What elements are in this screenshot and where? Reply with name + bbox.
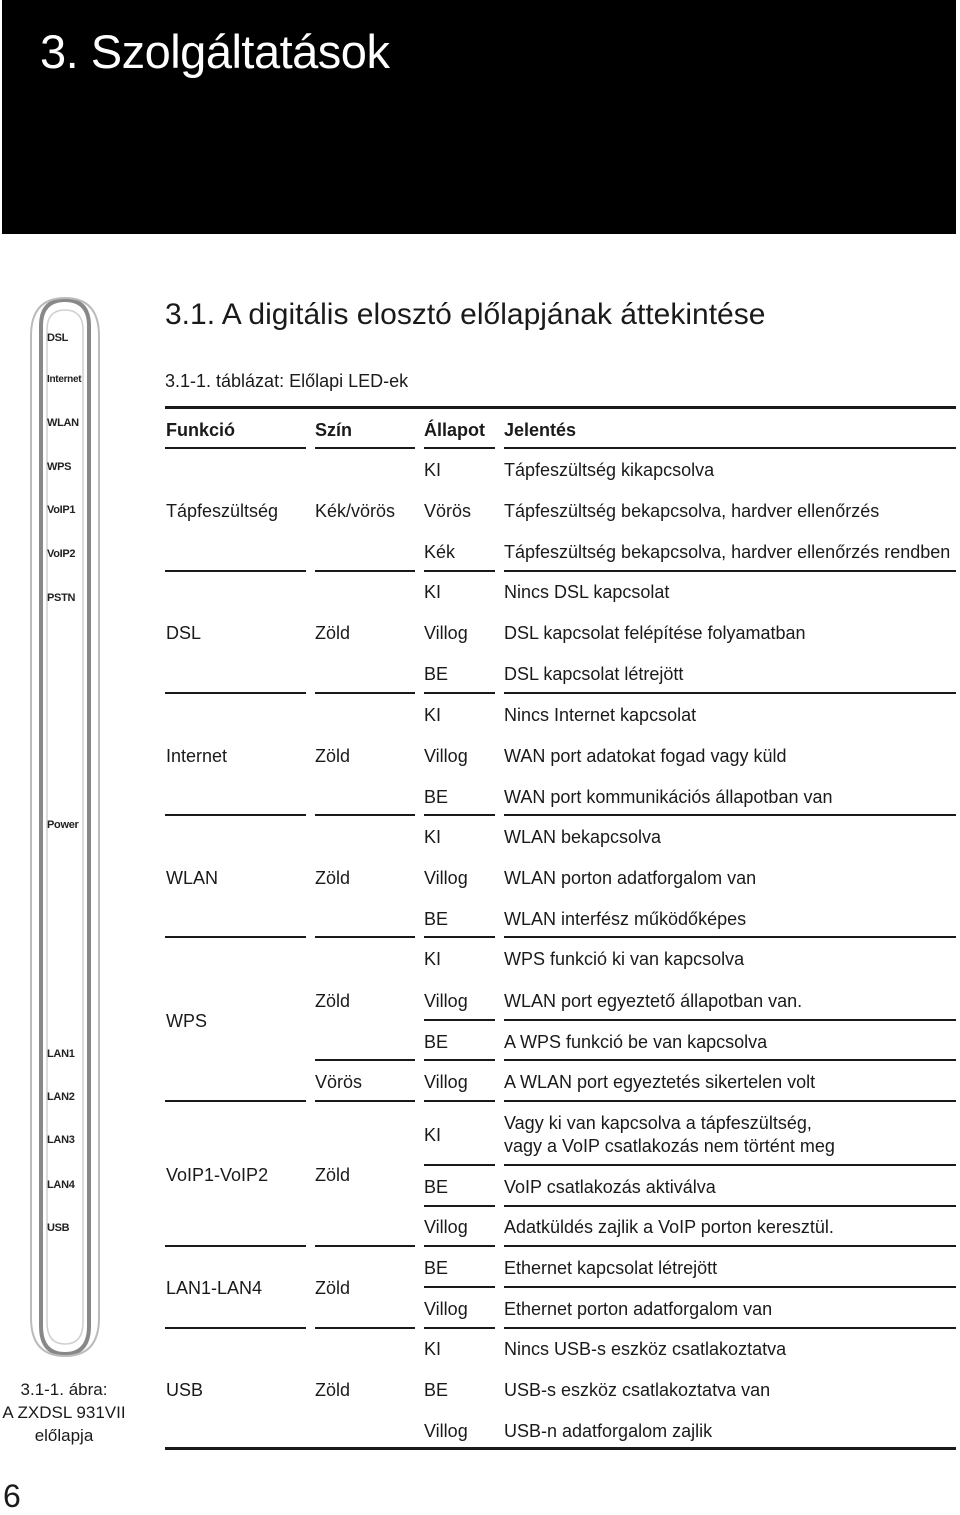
meaning-cell: Tápfeszültség kikapcsolva <box>504 460 715 480</box>
meaning-cell: Vagy ki van kapcsolva a tápfeszültség, <box>504 1113 812 1133</box>
meaning-cell: Tápfeszültség bekapcsolva, hardver ellenőrzés rendben <box>504 542 951 562</box>
state-cell: Villog <box>424 991 468 1011</box>
meaning-cell: WLAN interfész működőképes <box>504 909 747 929</box>
meaning-cell: Nincs USB-s eszköz csatlakoztatva <box>504 1339 787 1359</box>
meaning-cell: WLAN porton adatforgalom van <box>504 868 757 888</box>
group-rule <box>424 692 495 694</box>
state-cell: Kék <box>424 542 456 562</box>
state-cell: BE <box>424 787 449 807</box>
group-rule <box>315 1327 415 1329</box>
column-header-meaning: Jelentés <box>504 420 577 440</box>
row-rule <box>424 1205 495 1207</box>
led-label-lan1: LAN1 <box>47 1048 75 1060</box>
meaning-cell: Tápfeszültség bekapcsolva, hardver ellenőrzés <box>504 501 880 521</box>
led-label-voip1: VoIP1 <box>47 504 76 516</box>
column-header-function: Funkció <box>166 420 236 440</box>
group-rule <box>424 1327 495 1329</box>
meaning-cell: WAN port adatokat fogad vagy küld <box>504 746 787 766</box>
meaning-cell: USB-s eszköz csatlakoztatva van <box>504 1380 771 1400</box>
state-cell: BE <box>424 1177 449 1197</box>
meaning-cell: Nincs DSL kapcsolat <box>504 582 670 602</box>
table-top-rule <box>165 406 956 409</box>
state-cell: KI <box>424 827 442 847</box>
state-cell: Villog <box>424 623 468 643</box>
group-rule <box>315 570 415 572</box>
led-label-voip2: VoIP2 <box>47 548 76 560</box>
row-rule <box>315 1059 415 1061</box>
row-rule <box>504 1205 956 1207</box>
table-bottom-rule <box>165 1447 956 1450</box>
color-cell: Zöld <box>315 1278 351 1298</box>
column-header-state: Állapot <box>424 420 485 440</box>
meaning-cell: WPS funkció ki van kapcsolva <box>504 949 745 969</box>
led-label-wps: WPS <box>47 461 72 473</box>
function-cell: VoIP1-VoIP2 <box>166 1165 269 1185</box>
group-rule <box>424 1245 495 1247</box>
row-rule <box>424 1286 495 1288</box>
row-rule <box>504 1286 956 1288</box>
group-rule <box>315 692 415 694</box>
state-cell: Villog <box>424 746 468 766</box>
group-rule <box>165 1327 306 1329</box>
chapter-banner <box>2 0 956 234</box>
group-rule <box>315 1245 415 1247</box>
meaning-cell: A WPS funkció be van kapcsolva <box>504 1032 768 1052</box>
meaning-cell: vagy a VoIP csatlakozás nem történt meg <box>504 1136 835 1156</box>
meaning-cell: Nincs Internet kapcsolat <box>504 705 697 725</box>
state-cell: Villog <box>424 1421 468 1441</box>
chapter-title: 3. Szolgáltatások <box>40 25 390 78</box>
meaning-cell: WLAN bekapcsolva <box>504 827 662 847</box>
state-cell: BE <box>424 1032 449 1052</box>
group-rule <box>504 570 956 572</box>
led-label-usb: USB <box>47 1222 70 1234</box>
group-rule <box>315 1100 415 1102</box>
figure-caption-line: előlapja <box>34 1426 94 1445</box>
column-header-color: Szín <box>315 420 353 440</box>
led-label-lan4: LAN4 <box>47 1179 75 1191</box>
meaning-cell: VoIP csatlakozás aktiválva <box>504 1177 716 1197</box>
group-rule <box>165 1100 306 1102</box>
meaning-cell: WLAN port egyeztető állapotban van. <box>504 991 803 1011</box>
group-rule <box>424 1100 495 1102</box>
function-cell: WPS <box>166 1011 208 1031</box>
function-cell: DSL <box>166 623 202 643</box>
color-cell: Kék/vörös <box>315 501 396 521</box>
figure-caption-line: 3.1-1. ábra: <box>20 1380 108 1399</box>
function-cell: LAN1-LAN4 <box>166 1278 263 1298</box>
function-cell: USB <box>166 1380 204 1400</box>
state-cell: KI <box>424 1125 442 1145</box>
led-label-power: Power <box>47 819 79 831</box>
header-rule <box>165 447 306 449</box>
row-rule <box>424 1019 495 1021</box>
state-cell: BE <box>424 1380 449 1400</box>
group-rule <box>315 936 415 938</box>
figure-caption-line: A ZXDSL 931VII <box>2 1403 126 1422</box>
state-cell: Villog <box>424 1299 468 1319</box>
group-rule <box>504 692 956 694</box>
header-rule <box>504 447 956 449</box>
page-number: 6 <box>3 1478 21 1514</box>
meaning-cell: Adatküldés zajlik a VoIP porton keresztül. <box>504 1217 834 1237</box>
row-rule <box>504 1164 956 1166</box>
meaning-cell: Ethernet porton adatforgalom van <box>504 1299 773 1319</box>
group-rule <box>504 1245 956 1247</box>
function-cell: Internet <box>166 746 228 766</box>
group-rule <box>165 1245 306 1247</box>
color-cell: Zöld <box>315 746 351 766</box>
meaning-cell: WAN port kommunikációs állapotban van <box>504 787 833 807</box>
group-rule <box>504 1327 956 1329</box>
table-caption: 3.1-1. táblázat: Előlapi LED-ek <box>165 371 409 391</box>
state-cell: KI <box>424 460 442 480</box>
function-cell: Tápfeszültség <box>166 501 279 521</box>
group-rule <box>165 814 306 816</box>
state-cell: Villog <box>424 868 468 888</box>
state-cell: KI <box>424 1339 442 1359</box>
header-rule <box>315 447 415 449</box>
group-rule <box>165 936 306 938</box>
state-cell: KI <box>424 949 442 969</box>
color-cell: Vörös <box>315 1072 363 1092</box>
meaning-cell: USB-n adatforgalom zajlik <box>504 1421 713 1441</box>
group-rule <box>504 814 956 816</box>
group-rule <box>504 1100 956 1102</box>
row-rule <box>504 1059 956 1061</box>
meaning-cell: Ethernet kapcsolat létrejött <box>504 1258 718 1278</box>
state-cell: BE <box>424 664 449 684</box>
function-cell: WLAN <box>166 868 219 888</box>
state-cell: Villog <box>424 1072 468 1092</box>
row-rule <box>424 1164 495 1166</box>
row-rule <box>504 1019 956 1021</box>
color-cell: Zöld <box>315 623 351 643</box>
meaning-cell: DSL kapcsolat létrejött <box>504 664 684 684</box>
group-rule <box>165 570 306 572</box>
state-cell: BE <box>424 909 449 929</box>
group-rule <box>315 814 415 816</box>
group-rule <box>424 570 495 572</box>
meaning-cell: A WLAN port egyeztetés sikertelen volt <box>504 1072 816 1092</box>
group-rule <box>504 936 956 938</box>
meaning-cell: DSL kapcsolat felépítése folyamatban <box>504 623 806 643</box>
led-label-internet: Internet <box>47 374 82 385</box>
row-rule <box>424 1059 495 1061</box>
state-cell: KI <box>424 705 442 725</box>
led-label-lan3: LAN3 <box>47 1134 75 1146</box>
state-cell: KI <box>424 582 442 602</box>
device-front-panel <box>27 296 103 1358</box>
figure-caption <box>0 1378 128 1447</box>
section-title: 3.1. A digitális elosztó előlapjának áttekintése <box>165 298 766 331</box>
led-label-lan2: LAN2 <box>47 1091 75 1103</box>
state-cell: BE <box>424 1258 449 1278</box>
state-cell: Villog <box>424 1217 468 1237</box>
state-cell: Vörös <box>424 501 472 521</box>
led-label-pstn: PSTN <box>47 592 76 604</box>
color-cell: Zöld <box>315 868 351 888</box>
led-label-wlan: WLAN <box>47 417 79 429</box>
group-rule <box>424 936 495 938</box>
group-rule <box>424 814 495 816</box>
led-label-dsl: DSL <box>47 332 69 344</box>
color-cell: Zöld <box>315 1165 351 1185</box>
group-rule <box>165 692 306 694</box>
color-cell: Zöld <box>315 1380 351 1400</box>
color-cell: Zöld <box>315 991 351 1011</box>
header-rule <box>424 447 495 449</box>
